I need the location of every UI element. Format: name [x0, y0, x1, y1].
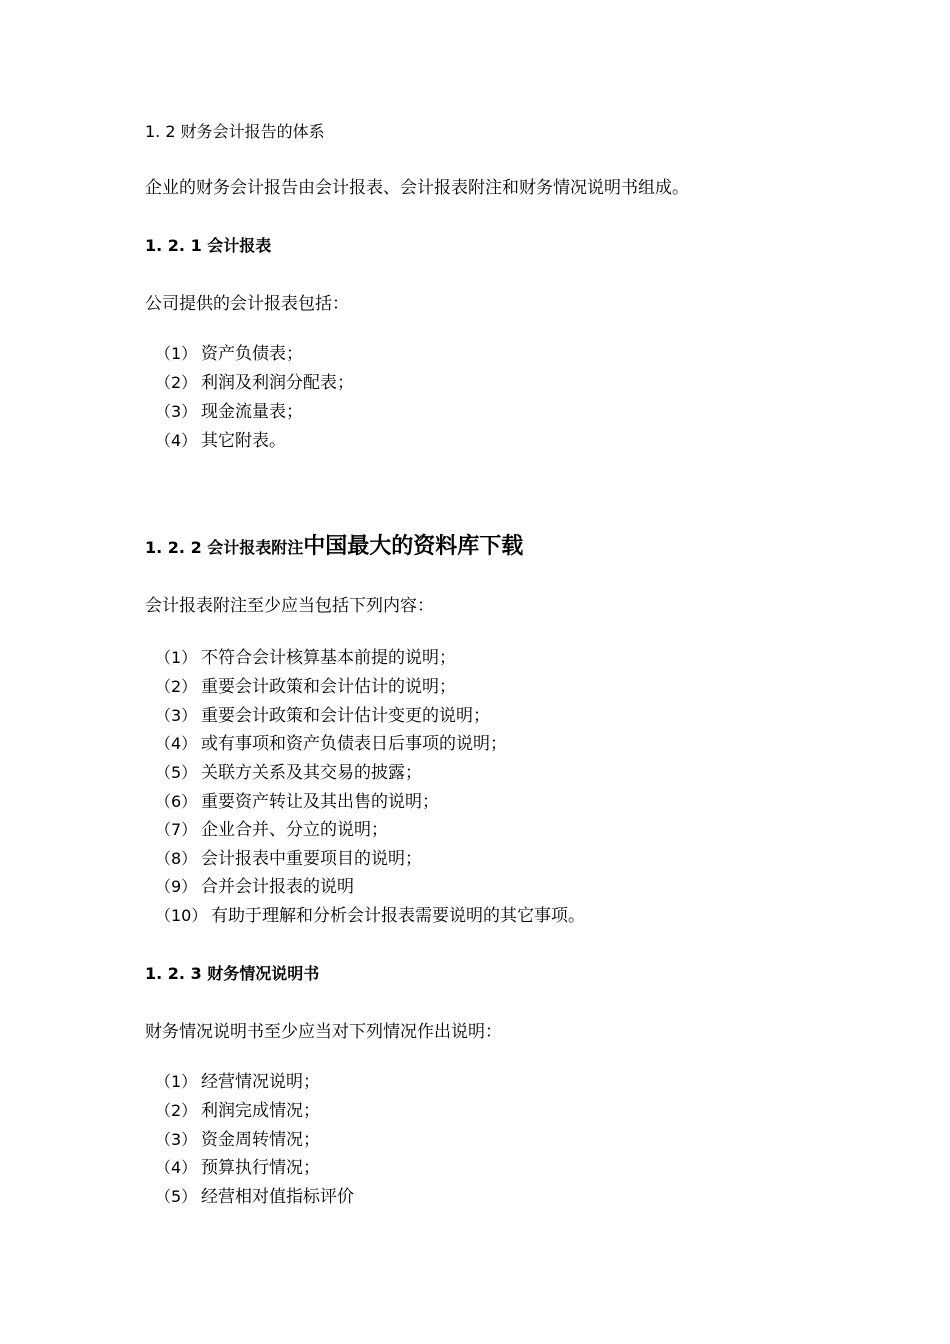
list-item-text: 重要会计政策和会计估计变更的说明； [201, 706, 490, 726]
list-item [155, 404, 303, 421]
list-item [155, 822, 388, 839]
list-item [155, 1103, 320, 1120]
list-item-number: （2） [155, 373, 198, 392]
section-heading-1-2-3: 1. 2. 3 财务情况说明书 [145, 964, 320, 983]
list-item [155, 679, 456, 696]
list-item [155, 1189, 354, 1206]
list-item-number: （1） [155, 1072, 198, 1091]
section-intro-1-2-1: 公司提供的会计报表包括： [145, 294, 349, 314]
list-item-text: 利润完成情况； [201, 1101, 320, 1121]
list-item-text: 有助于理解和分析会计报表需要说明的其它事项。 [211, 906, 585, 926]
list-item-text: 企业合并、分立的说明； [201, 820, 388, 840]
list-item-number: （8） [155, 849, 198, 868]
section-intro-1-2-3: 财务情况说明书至少应当对下列情况作出说明： [145, 1022, 502, 1042]
list-item [155, 375, 354, 392]
list-item-number: （10） [155, 906, 208, 925]
list-item-number: （5） [155, 763, 198, 782]
list-item-number: （4） [155, 734, 198, 753]
list-item-text: 资产负债表； [201, 344, 303, 364]
list-item-text: 合并会计报表的说明 [201, 877, 354, 897]
list-item-text: 重要会计政策和会计估计的说明； [201, 677, 456, 697]
list-item-text: 资金周转情况； [201, 1130, 320, 1150]
list-item-number: （1） [155, 344, 198, 363]
section-heading-1-2-2 [145, 536, 523, 558]
list-item [155, 851, 422, 868]
list-item [155, 908, 585, 925]
list-item-text: 利润及利润分配表； [201, 373, 354, 393]
section-heading-1-2-1: 1. 2. 1 会计报表 [145, 236, 272, 255]
list-item [155, 708, 490, 725]
list-item-number: （3） [155, 402, 198, 421]
list-item-number: （9） [155, 877, 198, 896]
list-item-number: （7） [155, 820, 198, 839]
list-item [155, 1074, 320, 1091]
list-item-number: （2） [155, 1101, 198, 1120]
list-item-text: 不符合会计核算基本前提的说明； [201, 648, 456, 668]
list-item [155, 765, 422, 782]
list-item [155, 346, 303, 363]
list-item [155, 736, 507, 753]
list-item [155, 1160, 320, 1177]
list-item-number: （6） [155, 792, 198, 811]
section-heading-1-2: 1. 2 财务会计报告的体系 [145, 122, 325, 141]
list-item-number: （4） [155, 1158, 198, 1177]
section-intro-1-2-2: 会计报表附注至少应当包括下列内容： [145, 596, 434, 616]
list-item-text: 经营情况说明； [201, 1072, 320, 1092]
list-item [155, 650, 456, 667]
list-item-text: 预算执行情况； [201, 1158, 320, 1178]
section-heading-1-2-2-suffix: 中国最大的资料库下载 [303, 534, 524, 559]
list-item-number: （3） [155, 1130, 198, 1149]
list-item-text: 经营相对值指标评价 [201, 1187, 354, 1207]
list-item-number: （3） [155, 706, 198, 725]
section-intro-1-2: 企业的财务会计报告由会计报表、会计报表附注和财务情况说明书组成。 [145, 178, 689, 198]
section-heading-1-2-2-text: 1. 2. 2 会计报表附注 [145, 538, 304, 557]
list-item-number: （4） [155, 431, 198, 450]
list-item [155, 879, 354, 896]
list-item-number: （2） [155, 677, 198, 696]
list-item-number: （1） [155, 648, 198, 667]
list-item-text: 现金流量表； [201, 402, 303, 422]
list-item-text: 关联方关系及其交易的披露； [201, 763, 422, 783]
list-item-text: 或有事项和资产负债表日后事项的说明； [201, 734, 507, 754]
list-item [155, 794, 439, 811]
list-item-text: 其它附表。 [201, 431, 286, 451]
list-item-number: （5） [155, 1187, 198, 1206]
list-item-text: 会计报表中重要项目的说明； [201, 849, 422, 869]
list-item [155, 1132, 320, 1149]
list-item-text: 重要资产转让及其出售的说明； [201, 792, 439, 812]
list-item [155, 433, 286, 450]
